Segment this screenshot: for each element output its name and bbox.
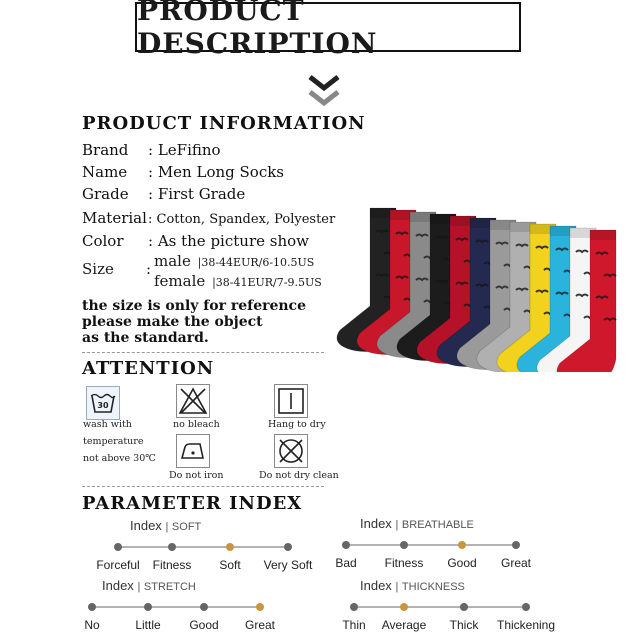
index-label: Index	[360, 578, 392, 593]
no-bleach-icon	[176, 384, 210, 418]
param-title	[360, 516, 474, 531]
scale-option-label: Thick	[449, 618, 479, 632]
size-note	[82, 298, 306, 346]
scale-option-label: Fitness	[152, 558, 192, 572]
param-name: BREATHABLE	[401, 519, 474, 531]
socks-product-image	[300, 196, 640, 372]
param-title	[360, 578, 465, 593]
info-row-color	[82, 232, 309, 250]
info-value: : Men Long Socks	[148, 163, 285, 181]
scale-option-label: Thickening	[496, 618, 556, 632]
info-value: : Cotton, Spandex, Polyester	[148, 212, 336, 227]
scale-dot	[114, 543, 122, 551]
scale-dot	[144, 603, 152, 611]
label-line: wash with	[83, 419, 132, 430]
index-label: Index	[102, 578, 134, 593]
note-line: the size is only for reference	[82, 298, 306, 314]
scale-option-label: Little	[135, 618, 161, 632]
scale-dot	[350, 603, 358, 611]
param-thickness	[318, 578, 568, 638]
title-box	[135, 0, 521, 60]
scale-dot-selected	[400, 603, 408, 611]
parameter-index-heading: PARAMETER INDEX	[82, 493, 303, 514]
param-title	[130, 518, 201, 533]
product-info-heading: PRODUCT INFORMATION	[82, 113, 366, 134]
scale-dot	[88, 603, 96, 611]
divider	[82, 352, 324, 353]
scale-option-label: Great	[244, 618, 276, 632]
scale-option-label: Very Soft	[263, 558, 313, 572]
size-key: Size	[82, 260, 114, 278]
scale-dot	[168, 543, 176, 551]
scale-option-label: Forceful	[96, 558, 140, 572]
size-female-value: |38-41EUR/7-9.5US	[212, 276, 322, 289]
scale-option-label: Good	[447, 556, 477, 570]
scale-dot	[200, 603, 208, 611]
param-soft	[90, 518, 320, 578]
scale-dot	[522, 603, 530, 611]
scale-option-label: No	[84, 618, 100, 632]
param-stretch	[62, 578, 302, 638]
info-value: : LeFifino	[148, 141, 221, 159]
scale-option-label: Soft	[219, 558, 241, 572]
hang-to-dry-icon	[274, 384, 308, 418]
divider	[82, 486, 324, 487]
info-key: Name	[82, 163, 128, 181]
scale-dot-selected	[458, 541, 466, 549]
hang-to-dry-label: Hang to dry	[268, 419, 326, 430]
wash-30-icon	[86, 386, 120, 420]
info-row-name	[82, 163, 284, 181]
index-sep: |	[165, 521, 169, 533]
size-female-label: female	[154, 272, 206, 290]
label-line: not above 30℃	[83, 453, 156, 464]
scale-dot	[342, 541, 350, 549]
info-value: : First Grade	[148, 185, 246, 203]
size-male-value: |38-44EUR/6-10.5US	[197, 256, 315, 269]
do-not-iron-label: Do not iron	[169, 470, 224, 481]
page-title: PRODUCT DESCRIPTION	[137, 0, 378, 60]
do-not-dry-clean-icon	[274, 434, 308, 468]
info-row-grade	[82, 185, 245, 203]
scale-dot	[512, 541, 520, 549]
scale-dot-selected	[256, 603, 264, 611]
index-sep: |	[395, 519, 399, 531]
label-line: temperature	[83, 436, 144, 447]
scale-option-label: Great	[500, 556, 532, 570]
no-bleach-label: no bleach	[173, 419, 220, 430]
note-line: as the standard.	[82, 330, 209, 346]
scale-option-label: Good	[189, 618, 219, 632]
attention-heading: ATTENTION	[82, 358, 215, 379]
scale-dot-selected	[226, 543, 234, 551]
scale-option-label: Thin	[342, 618, 366, 632]
size-female	[154, 272, 322, 290]
scale-dot	[400, 541, 408, 549]
param-breathable	[318, 516, 558, 576]
index-label: Index	[360, 516, 392, 531]
info-value: : As the picture show	[148, 232, 309, 250]
do-not-dry-clean-label: Do not dry clean	[259, 470, 339, 481]
info-row-material	[82, 209, 335, 227]
do-not-iron-icon	[176, 434, 210, 468]
param-name: THICKNESS	[401, 581, 465, 593]
svg-text:30: 30	[97, 401, 109, 410]
scale-track	[318, 600, 548, 614]
param-name: STRETCH	[143, 581, 196, 593]
param-title	[102, 578, 196, 593]
scale-dot	[284, 543, 292, 551]
note-line: please make the object	[82, 314, 263, 330]
scale-option-label: Average	[381, 618, 427, 632]
index-sep: |	[137, 581, 141, 593]
scale-track	[62, 600, 292, 614]
chevron-down-icon	[306, 74, 342, 108]
scale-track	[90, 540, 320, 554]
index-label: Index	[130, 518, 162, 533]
size-male	[154, 252, 314, 270]
size-colon: :	[146, 260, 152, 278]
info-key: Brand	[82, 141, 129, 159]
size-male-label: male	[154, 252, 191, 270]
info-key: Grade	[82, 185, 129, 203]
info-row-brand	[82, 141, 221, 159]
scale-option-label: Bad	[335, 556, 357, 570]
scale-dot	[460, 603, 468, 611]
param-name: SOFT	[171, 521, 202, 533]
info-key: Color	[82, 232, 124, 250]
info-key: Material	[82, 209, 147, 227]
wash-label	[83, 416, 156, 467]
scale-option-label: Fitness	[384, 556, 424, 570]
index-sep: |	[395, 581, 399, 593]
scale-track	[318, 538, 548, 552]
